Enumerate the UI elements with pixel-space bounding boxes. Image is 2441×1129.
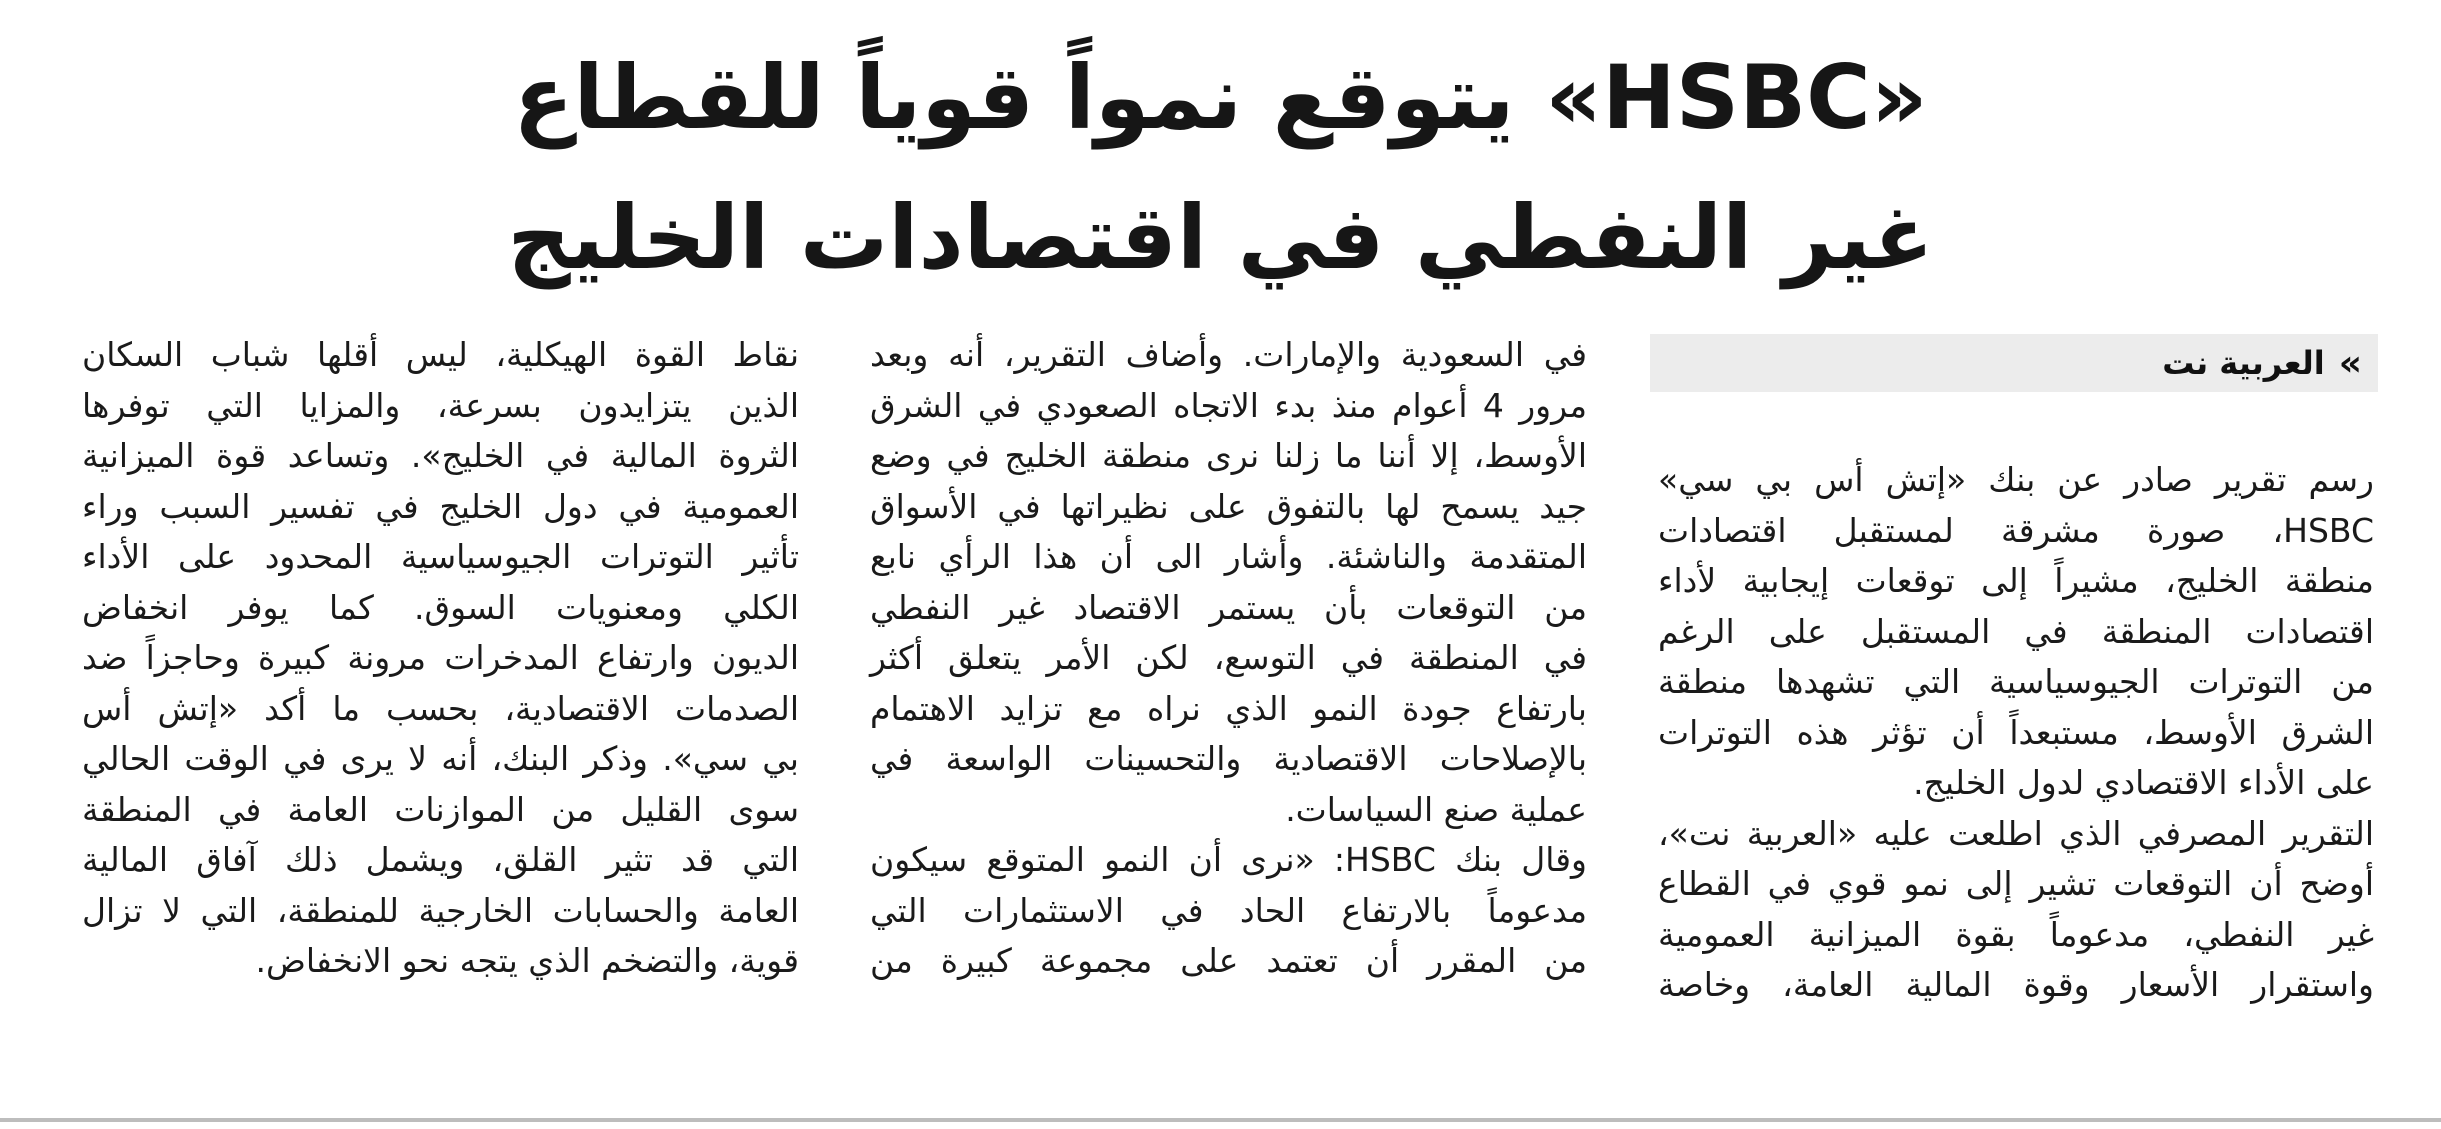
text-line: الشرق الأوسط، مستبعداً أن تؤثر هذه التوترات <box>1658 712 2374 752</box>
text-line: في السعودية والإمارات. وأضاف التقرير، أنه وبعد <box>870 335 1587 374</box>
text-line: الذين يتزايدون بسرعة، والمزايا التي توفرها <box>82 385 799 425</box>
text-line: الكلي ومعنويات السوق. كما يوفر انخفاض <box>82 587 799 627</box>
text-line: مدعوماً بالارتفاع الحاد في الاستثمارات التي <box>870 890 1587 930</box>
text-line: غير النفطي، مدعوماً بقوة الميزانية العمومية <box>1658 914 2374 954</box>
text-line: على الأداء الاقتصادي لدول الخليج. <box>1913 763 2374 802</box>
text-line: من التوترات الجيوسياسية التي تشهدها منطقة <box>1658 662 2374 701</box>
text-line: الصدمات الاقتصادية، بحسب ما أكد «إتش أس <box>82 688 799 728</box>
article-column-3 <box>82 330 799 987</box>
text-line: عملية صنع السياسات. <box>1285 789 1587 829</box>
text-line: اقتصادات المنطقة في المستقبل على الرغم <box>1658 611 2374 651</box>
text-line: الديون وارتفاع المدخرات مرونة كبيرة وحاجزاً ضد <box>82 638 799 677</box>
article-column-2 <box>870 330 1587 987</box>
text-line: في المنطقة في التوسع، لكن الأمر يتعلق أكثر <box>870 638 1587 677</box>
text-line: التقرير المصرفي الذي اطلعت عليه «العربية نت»، <box>1658 813 2374 853</box>
text-line: منطقة الخليج، مشيراً إلى توقعات إيجابية لأداء <box>1658 561 2374 600</box>
text-line: من المقرر أن تعتمد على مجموعة كبيرة من <box>870 941 1587 980</box>
text-line: العمومية في دول الخليج في تفسير السبب وراء <box>82 486 799 526</box>
headline <box>0 28 2441 308</box>
text-line: العامة والحسابات الخارجية للمنطقة، التي لا تزال <box>82 890 799 930</box>
text-line: وقال بنك HSBC: «نرى أن النمو المتوقع سيكون <box>870 840 1587 879</box>
source-label: العربية نت <box>2162 344 2325 382</box>
text-line: مرور 4 أعوام منذ بدء الاتجاه الصعودي في الشرق <box>870 385 1588 425</box>
text-line: رسم تقرير صادر عن بنك «إتش أس بي سي» <box>1658 460 2374 499</box>
source-bar <box>1650 334 2378 392</box>
text-line: تأثير التوترات الجيوسياسية المحدود على الأداء <box>82 537 799 576</box>
text-line: من التوقعات بأن يستمر الاقتصاد غير النفطي <box>870 587 1587 627</box>
bottom-divider <box>0 1118 2441 1122</box>
text-line: التي قد تثير القلق، ويشمل ذلك آفاق المالية <box>82 840 799 879</box>
text-line: بالإصلاحات الاقتصادية والتحسينات الواسعة في <box>870 739 1587 778</box>
text-line: HSBC، صورة مشرقة لمستقبل اقتصادات <box>1658 510 2374 550</box>
text-line: بارتفاع جودة النمو الذي نراه مع تزايد الاهتمام <box>870 688 1587 728</box>
text-line: المتقدمة والناشئة. وأشار الى أن هذا الرأي نابع <box>870 537 1587 576</box>
text-line: قوية، والتضخم الذي يتجه نحو الانخفاض. <box>255 941 799 980</box>
chevron-icon: » <box>2338 342 2362 384</box>
text-line: بي سي». وذكر البنك، أنه لا يرى في الوقت الحالي <box>82 739 799 778</box>
article-column-1 <box>1658 455 2374 1011</box>
text-line: واستقرار الأسعار وقوة المالية العامة، وخاصة <box>1658 965 2374 1004</box>
text-line: الثروة المالية في الخليج». وتساعد قوة الميزانية <box>82 436 799 475</box>
text-line: جيد يسمح لها بالتفوق على نظيراتها في الأسواق <box>870 486 1587 526</box>
text-line: نقاط القوة الهيكلية، ليس أقلها شباب السكان <box>82 335 799 374</box>
text-line: سوى القليل من الموازنات العامة في المنطقة <box>82 789 799 829</box>
text-line: أوضح أن التوقعات تشير إلى نمو قوي في القطاع <box>1658 864 2374 903</box>
headline-line-1: «HSBC» يتوقع نمواً قوياً للقطاع <box>513 46 1928 149</box>
headline-line-2: غير النفطي في اقتصادات الخليج <box>507 186 1934 289</box>
text-line: الأوسط، إلا أننا ما زلنا نرى منطقة الخليج في وضع <box>870 436 1587 475</box>
